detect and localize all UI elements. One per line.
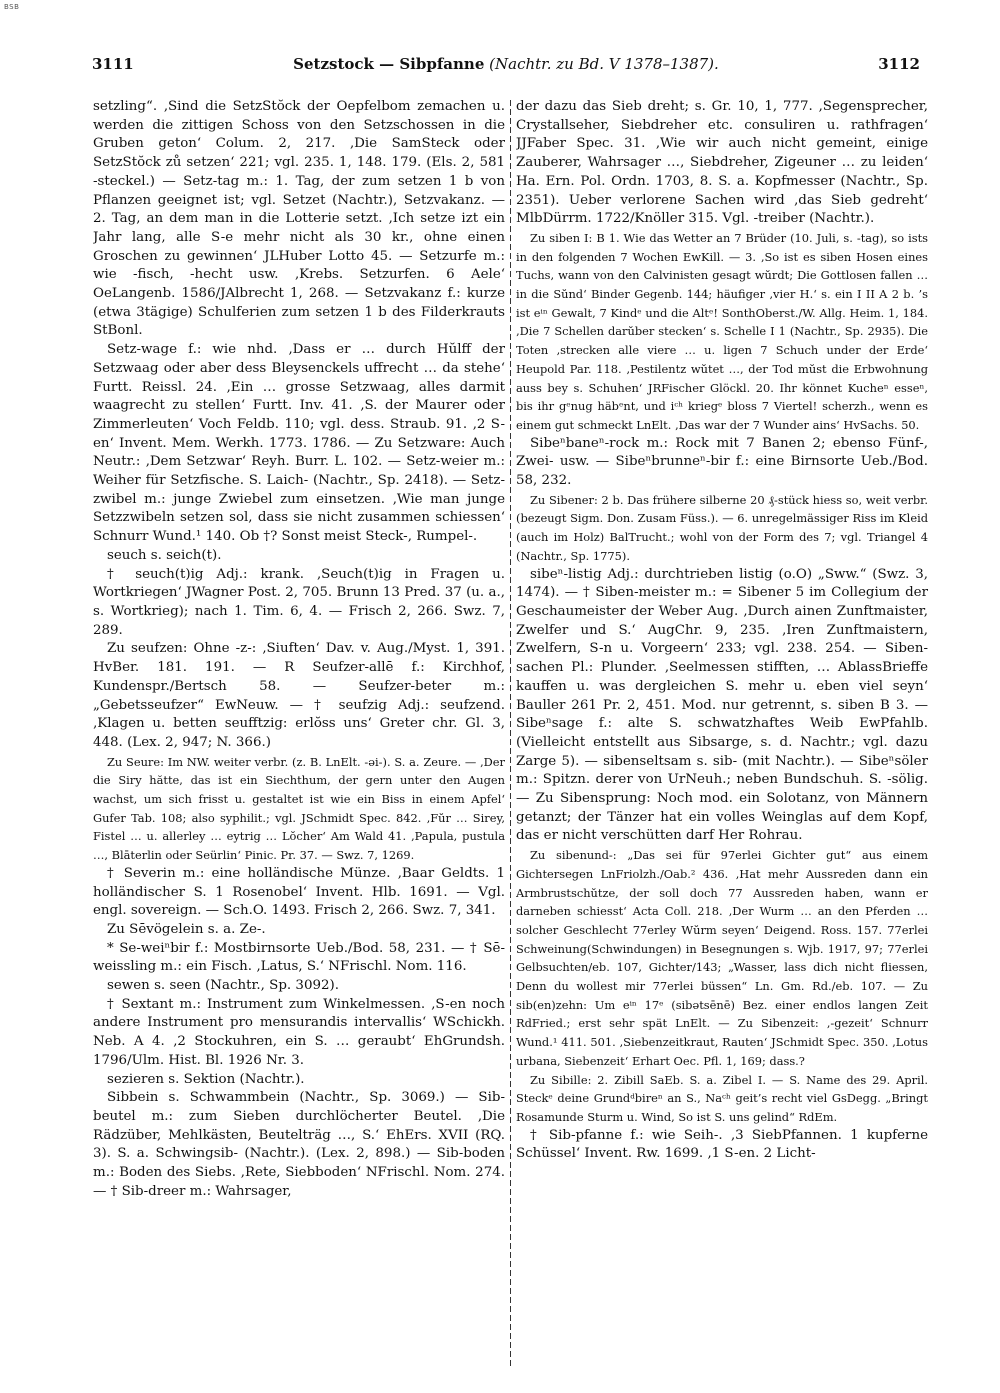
entry-seuch: seuch s. seich(t). (107, 547, 222, 563)
entry-sextant: † Sextant m.: Instrument zum Winkelmessen. ‚S-en noch andere Instrument pro mensurandis intervallis‘ WSchickh. Neb. A 4. ‚2 Stockuhren, ein S. … geraubt‘ EhGrundsh. 1796/Ulm. Hist. Bl. 1926 Nr. 3. (93, 996, 505, 1068)
entry-sewen: sewen s. seen (Nachtr., Sp. 3092). (107, 978, 339, 994)
left-page-number: 3111 (92, 55, 134, 73)
entry-setz-wage: Setz-wage f.: wie nhd. ‚Dass er … durch Hŭlff der Setzwaag oder aber dess Bleysenckels uffrecht … da stehe‘ Furtt. Reissl. 24. ‚Ein … grosse Setzwaag, alles darmit waagrecht zu stellen‘ Furtt. Inv. 41. ‚S. der Maurer oder Zimmerleuten‘ Voch Feldb. 110; vgl. dess. Straub. 91. ‚2 S-en‘ Invent. Mem. Werkh. 1773. 1786. — Zu Setzware: Auch Neutr.: ‚Dem Setzwar‘ Reyh. Burr. L. 102. — Setz-weier m.: Weiher für Setzfische. S. Laich- (Nachtr., Sp. 2418). — Setz-zwibel m.: junge Zwiebel zum einsetzen. ‚Wie man junge Setzzwibeln setzen sol, dass sie nicht zusammen schiessen‘ Schnurr Wund.¹ 140. Ob †? Sonst meist Steck-, Rumpel-. (93, 342, 505, 545)
page-header (92, 55, 920, 81)
entry-sibbein: Sibbein s. Schwammbein (Nachtr., Sp. 3069.) — Sib-beutel m.: zum Sieben durchlöcherter Beutel. ‚Die Rädzüber, Mehlkästen, Beutelträg …, S.‘ EhErs. XVII (RQ. 3). S. a. Schwingsib- (Nachtr.). (Lex. 2, 898.) — Sib-boden m.: Boden des Siebs. ‚Rete, Siebboden‘ NFrischl. Nom. 274. — † Sib-dreer m.: Wahrsager, (93, 1090, 505, 1199)
column-divider (510, 100, 511, 1368)
entry-setzling: setzling“. ‚Sind die SetzStŏck der Oepfelbom zemachen u. werden die zittigen Schoss von den Setzschossen in die Gruben geton‘ Colum. 2, 217. ‚Die SamSteck oder SetzStŏck zů setzen‘ 221; vgl. 235. 1, 148. 179. (Els. 2, 581 -steckel.) — Setz-tag m.: 1. Tag, der zum setzen 1 b von Pflanzen geeignet ist; vgl. Setzet (Nachtr.), Setzvakanz. — 2. Tag, an dem man in die Lotterie setzt. ‚Ich setze izt ein Jahr lang, alle S-e mehr nicht als 30 kr., ohne einen Groschen zu gewinnen‘ JLHuber Lotto 45. — Setzurfe m.: wie -fisch, -hecht usw. ‚Krebs. Setzurfen. 6 Aele‘ OeLangenb. 1586/JAlbrecht 1, 268. — Setzvakanz f.: kurze (etwa 3tägige) Schulferien zum setzen 1 b des Filderkrauts StBonl. (93, 99, 505, 339)
entry-se-weinbir: * Se-weiⁿbir f.: Mostbirnsorte Ueb./Bod. 58, 231. — † Sē-weissling m.: ein Fisch. ‚Latus, S.‘ NFrischl. Nom. 116. (93, 940, 505, 975)
right-column (516, 98, 928, 1368)
entry-seure: Zu Seure: Im NW. weiter verbr. (z. B. LnElt. -əi-). S. a. Zeure. — ‚Der die Siry hătte, das ist ein Siechthum, der gern unter den Augen wachst, um sich frisst u. gestaltet ist wie ein Biss in einem Apfel‘ Gufer Tab. 108; also syphilit.; vgl. JSchmidt Spec. 842. ‚Fŭr … Sirey, Fistel … u. allerley … eytrig … Lŏcher‘ Am Wald 41. ‚Papula, pustula …, Blāterlin oder Seürlin‘ Pinic. Pr. 37. — Swz. 7, 1269. (93, 754, 505, 863)
left-column (93, 98, 505, 1368)
entry-sibener: Zu Sibener: 2 b. Das frühere silberne 20 ₰-stück hiess so, weit verbr. (bezeugt Sigm. Don. Zusam Füss.). — 6. unregelmässiger Riss im Kleid (auch im Holz) BalTrucht.; wohl von der Form des 7; vgl. Triangel 4 (Nachtr., Sp. 1775). (516, 492, 928, 563)
running-title-text: Setzstock — Sibpfanne (293, 55, 485, 73)
entry-sib-pfanne: † Sib-pfanne f.: wie Seih-. ‚3 SiebPfannen. 1 kupferne Schüssel‘ Invent. Rw. 1699. ‚1 S-en. 2 Licht- (516, 1127, 928, 1162)
entry-sezieren: sezieren s. Sektion (Nachtr.). (107, 1071, 305, 1087)
entry-sibenbanen-rock: Sibeⁿbaneⁿ-rock m.: Rock mit 7 Banen 2; ebenso Fünf-, Zwei- usw. — Sibeⁿbrunneⁿ-bir f.: eine Birnsorte Ueb./Bod. 58, 232. (516, 435, 928, 489)
running-title-subtitle: (Nachtr. zu Bd. V 1378–1387). (489, 55, 719, 73)
entry-siben: Zu siben I: B 1. Wie das Wetter an 7 Brüder (10. Juli, s. -tag), so ists in den folgenden 7 Wochen EwKill. — 3. ‚So ist es siben Hosen eines Tuchs, wann von den Calvinisten gesagt wŭrdt; Die Gottlosen fallen … in die Sŭnd‘ Binder Gegenb. 144; häufiger ‚vier H.‘ s. ein I II A 2 b. ’s ist eⁱⁿ Gewalt, 7 Kindᵉ und die Altᵉ! SonthOberst./W. Allg. Heim. 1, 184. ‚Die 7 Schellen darŭber stecken‘ s. Schelle I 1 (Nachtr., Sp. 2935). Die Toten ‚strecken alle viere … u. ligen 7 Schuch under der Erde‘ Heupold Par. 118. ‚Pestilentz wŭtet …, der Tod mŭst die Erbwohnung auss bey s. Schuhen‘ JRFischer Glöckl. 20. Ihr könnet Kucheⁿ esseⁿ, bis ihr gᵉnug häbᵉnt, und iᶜʰ kriegᵉ bloss 7 Viertel! scherzh., wenn es einem gut schmeckt LnElt. ‚Das war der 7 Wunder ains‘ HvSachs. 50. (516, 230, 928, 432)
entry-seufzen: Zu seufzen: Ohne -z-: ‚Siuften‘ Dav. v. Aug./Myst. 1, 391. HvBer. 181. 191. — R Seufzer-allē f.: Kirchhof, Kundenspr./Bertsch 58. — Seufzer-beter m.: „Gebetsseufzer“ EwNeuw. — † seufzig Adj.: seufzend. ‚Klagen u. betten seufftzig: erlŏss uns‘ Greter chr. Gl. 3, 448. (Lex. 2, 947; N. 366.) (93, 641, 505, 750)
entry-severin: † Severin m.: eine holländische Münze. ‚Baar Geldts. 1 holländischer S. 1 Rosenobel‘ Invent. Hlb. 1691. — Vgl. engl. sovereign. — Sch.O. 1493. Frisch 2, 266. Swz. 7, 341. (93, 865, 505, 919)
library-stamp: BSB (4, 3, 20, 11)
entry-sibille: Zu Sibille: 2. Zibill SaEb. S. a. Zibel I. — S. Name des 29. April. Steckᵉ deine Grundᵈbireⁿ an S., Naᶜʰ geit’s recht viel GsDegg. „Bringt Rosamunde Sturm u. Wind, So ist S. uns gelind“ RdEm. (516, 1072, 928, 1124)
entry-seuchtig: † seuch(t)ig Adj.: krank. ‚Seuch(t)ig in Fragen u. Wortkriegen‘ JWagner Post. 2, 705. Brunn 13 Pred. 37 (u. a., s. Wortkrieg); nach 1. Tim. 6, 4. — Frisch 2, 266. Swz. 7, 289. (93, 566, 505, 638)
entry-sibenund: Zu sibenund-: „Das sei für 97erlei Gichter gut“ aus einem Gichtersegen LnFriolzh./Oab.² 436. ‚Hat mehr Aussreden dann ein Armbrustschŭtze, der soll doch 77 Aussreden haben, wann er darneben schiesst‘ Acta Coll. 218. ‚Der Wurm … an den Pferden … solcher Geschlecht 77erley Wŭrm seyen‘ Deigend. Ross. 157. 77erlei Schweinung(Schwindungen) in Besegnungen s. Wjb. 1917, 97; 77erlei Gelbsuchten/eb. 107, Gichter/143; „Wasser, lass dich nicht fliessen, Denn du wollest mir 77erlei büssen“ Ln. Gm. Rd./eb. 107. — Zu sib(en)zehn: Um eⁱⁿ 17ᵉ (sibətsēnē) Bez. einer endlos langen Zeit RdFried.; erst sehr spät LnElt. — Zu Sibenzeit: ‚-gezeit‘ Schnurr Wund.¹ 411. 501. ‚Siebenzeitkraut, Rauten‘ JSchmidt Spec. 350. ‚Lotus urbana, Siebenzeit‘ Erhart Oec. Pfl. 1, 169; dass.? (516, 848, 928, 1068)
entry-sevoegelein: Zu Sēvögelein s. a. Ze-. (107, 921, 266, 937)
right-page-number: 3112 (878, 55, 920, 73)
entry-sib-dreer-cont: der dazu das Sieb dreht; s. Gr. 10, 1, 777. ‚Segensprecher, Crystallseher, Siebdreher etc. consuliren u. rathfragen‘ JJFaber Spec. 31. ‚Wie wir auch nicht gemeint, einige Zauberer, Wahrsager …, Siebdreher, Zigeuner … zu leiden‘ Ha. Ern. Pol. Ordn. 1703, 8. S. a. Kopfmesser (Nachtr., Sp. 2351). Ueber verlorene Sachen wird ‚das Sieb gedreht‘ MlbDürrm. 1722/Knöller 315. Vgl. -treiber (Nachtr.). (516, 99, 928, 227)
running-title (92, 55, 920, 73)
entry-siben-listig: sibeⁿ-listig Adj.: durchtrieben listig (o.O) „Sww.“ (Swz. 3, 1474). — † Siben-meister m.: = Sibener 5 im Collegium der Geschaumeister der Weber Aug. ‚Durch ainen Zunftmaister, Zwelfer und S.‘ AugChr. 9, 235. ‚Iren Zunftmaistern, Zwelfern, S-n u. Vorgeern‘ 233; vgl. 238. 254. — Siben-sachen Pl.: Plunder. ‚Seelmessen stifften, … AblassBrieffe kauffen u. was dergleichen S. mehr u. eben viel seyn‘ Bauller 261 Pr. 2, 451. Mod. nur getrennt, s. siben B 3. — Sibeⁿsage f.: alte S. schwatzhaftes Weib EwPfahlb. (Vielleicht entstellt aus Sibsarge, s. d. Nachtr.; vgl. dazu Zarge 5). — sibenseltsam s. sib- (mit Nachtr.). — Sibeⁿsöler m.: Spitzn. derer von UrNeuh.; neben Bundschuh. S. -sölig. — Zu Sibensprung: Noch mod. ein Solotanz, von Männern getanzt; der Tänzer hat ein volles Weinglas auf dem Kopf, das er nicht verschütten darf Her Rohrau. (516, 566, 928, 844)
